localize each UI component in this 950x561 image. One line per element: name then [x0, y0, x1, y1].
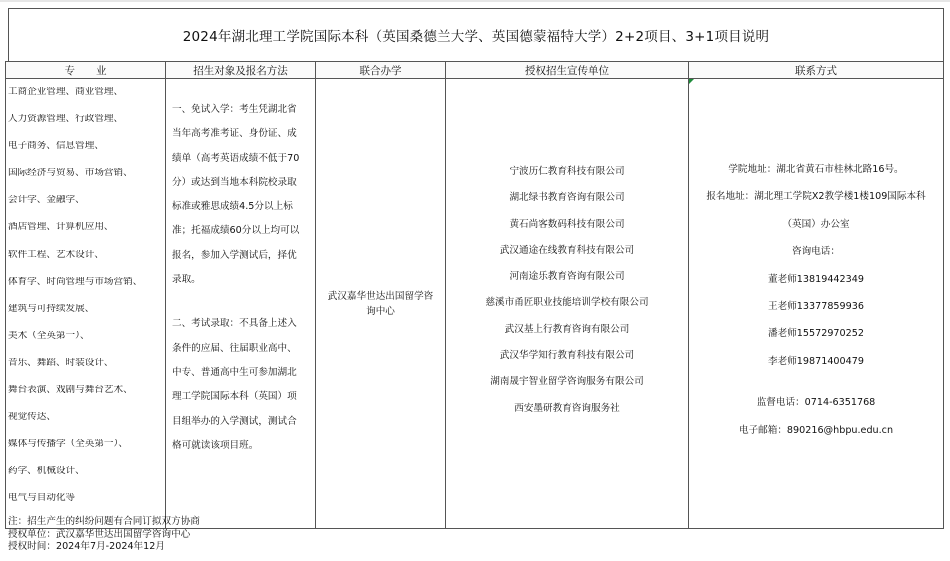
- major-item: 美术（全英第一）、: [8, 330, 90, 341]
- authorized-unit: 湖南晟宇智业留学咨询服务有限公司: [490, 376, 644, 388]
- authorized-unit: 武汉基上行教育咨询有限公司: [504, 323, 630, 335]
- policy-line: 二、考试录取：不具备上述入: [172, 318, 297, 330]
- contact-email: 电子邮箱：890216@hbpu.edu.cn: [738, 424, 894, 436]
- phone-entry: 王老师13377859936: [768, 301, 864, 313]
- policy-line: 当年高考准考证、身份证、成: [172, 128, 297, 140]
- policy-line: 一、免试入学：考生凭湖北省: [172, 104, 297, 115]
- major-item: 视觉传达、: [8, 412, 56, 423]
- major-item: 工商企业管理、商业管理、: [8, 87, 124, 97]
- table-row: [6, 79, 944, 529]
- supervise-phone: 监督电话：0714-6351768: [756, 397, 876, 409]
- major-item: 会计学、金融学、: [8, 195, 85, 206]
- header-contact: 联系方式: [689, 62, 944, 79]
- phone-label: 咨询电话：: [792, 246, 840, 258]
- policy-line: 目组举办的入学测试，测试合: [172, 415, 297, 427]
- policy-line: 格可就读该项目班。: [172, 439, 259, 451]
- major-item: 媒体与传播学（全英第一）、: [8, 439, 128, 450]
- policy-line: 录取。: [172, 274, 201, 286]
- major-item: 舞台表演、戏剧与舞台艺术、: [8, 385, 133, 396]
- authorized-units-cell[interactable]: [446, 79, 689, 529]
- registration-address: 报名地址：湖北理工学院X2教学楼1楼109国际本科: [706, 191, 926, 203]
- coop-cell[interactable]: 武汉嘉华世达出国留学咨询中心: [316, 79, 446, 529]
- policy-line: 标准或雅思成绩4.5分以上标: [172, 201, 293, 213]
- page-title: 2024年湖北理工学院国际本科（英国桑德兰大学、英国德蒙福特大学）2+2项目、3+1项目说明: [8, 8, 944, 62]
- authorized-unit: 湖北绿书教育咨询有限公司: [509, 192, 625, 204]
- header-coop: 联合办学: [316, 62, 446, 79]
- authorized-unit: 武汉华学知行教育科技有限公司: [499, 350, 635, 362]
- major-item: 建筑与可持续发展、: [8, 303, 95, 314]
- major-item: 国际经济与贸易、市场营销、: [8, 168, 133, 179]
- header-major: 专 业: [6, 62, 166, 79]
- major-item: 软件工程、艺术设计、: [8, 249, 104, 260]
- note-line: 授权单位：武汉嘉华世达出国留学咨询中心: [8, 528, 191, 540]
- policy-line: 条件的应届、往届职业高中、: [172, 342, 297, 354]
- policy-line: 准；托福成绩60分以上均可以: [172, 225, 300, 237]
- major-item: 音乐、舞蹈、时装设计、: [8, 357, 114, 368]
- table-header-row: [6, 62, 944, 79]
- authorized-unit: 宁波历仁教育科技有限公司: [509, 166, 625, 177]
- major-item: 电子商务、信息管理、: [8, 141, 104, 152]
- policy-cell[interactable]: [166, 79, 316, 529]
- majors-cell[interactable]: [6, 79, 166, 529]
- major-item: 电气与自动化等: [8, 493, 76, 504]
- campus-address: 学院地址：湖北省黄石市桂林北路16号。: [728, 164, 904, 175]
- top-divider: [0, 0, 950, 2]
- note-line: 注：招生产生的纠纷问题有合同订拟双方协商: [8, 516, 200, 527]
- policy-line: 报名，参加入学测试后，择优: [172, 249, 297, 261]
- header-auth: 授权招生宣传单位: [446, 62, 689, 79]
- phone-entry: 潘老师15572970252: [768, 328, 864, 340]
- policy-line: 分）或达到当地本科院校录取: [172, 176, 297, 188]
- authorized-unit: 黄石尚客数码科技有限公司: [509, 218, 625, 230]
- authorized-unit: 西安墨研教育咨询服务社: [514, 402, 620, 414]
- major-item: 药学、机械设计、: [8, 466, 85, 477]
- footer-notes: [8, 516, 200, 554]
- contact-cell[interactable]: [689, 79, 944, 529]
- major-item: 酒店管理、计算机应用、: [8, 222, 114, 233]
- note-line: 授权时间：2024年7月-2024年12月: [8, 541, 165, 552]
- program-table: [5, 61, 944, 529]
- policy-line: 理工学院国际本科（英国）项: [172, 391, 297, 403]
- authorized-unit: 河南途乐教育咨询有限公司: [509, 271, 625, 283]
- authorized-unit: 慈溪市甬匠职业技能培训学校有限公司: [485, 297, 649, 309]
- phone-entry: 董老师13819442349: [768, 273, 864, 285]
- registration-address-cont: （英国）办公室: [782, 218, 850, 230]
- major-item: 人力资源管理、行政管理、: [8, 114, 124, 125]
- header-policy: 招生对象及报名方法: [166, 62, 316, 79]
- comment-indicator-icon: [689, 79, 694, 84]
- phone-entry: 李老师19871400479: [768, 355, 864, 367]
- policy-line: 中专、普通高中生可参加湖北: [172, 366, 297, 378]
- authorized-unit: 武汉通途在线教育科技有限公司: [499, 244, 635, 256]
- major-item: 体育学、时尚管理与市场营销、: [8, 276, 143, 287]
- policy-line: 绩单（高考英语成绩不低于70: [172, 152, 300, 164]
